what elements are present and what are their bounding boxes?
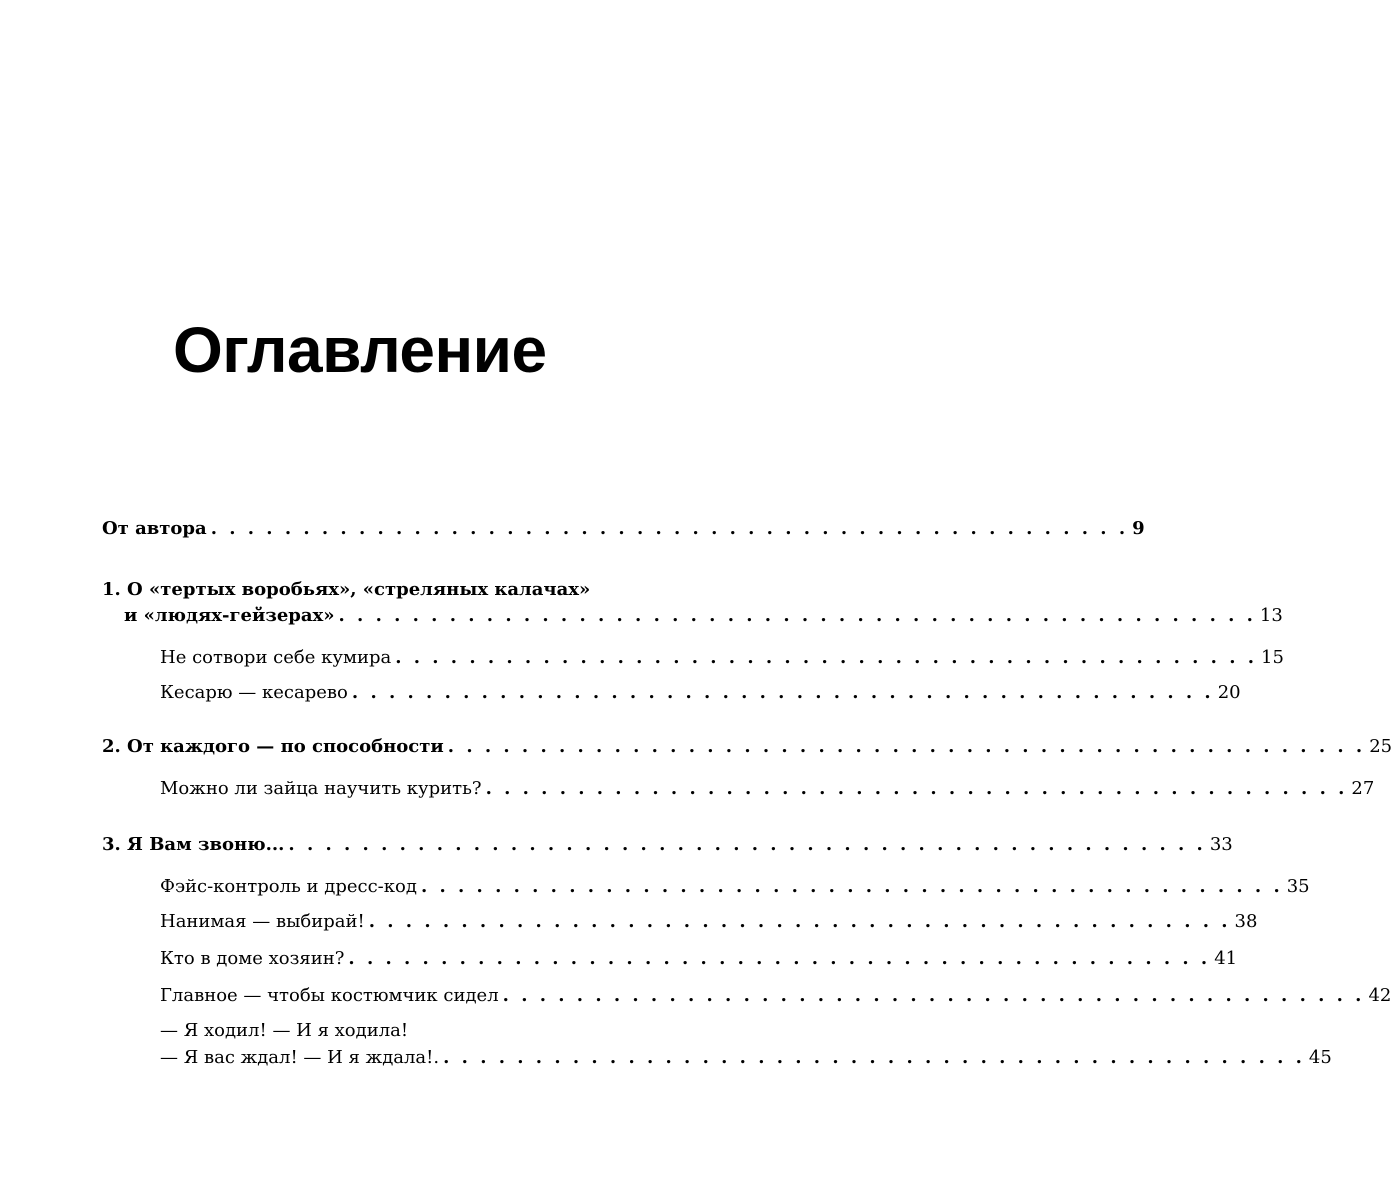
toc-entry-2-1[interactable]	[160, 777, 1375, 801]
toc-page-number: 33	[1209, 834, 1233, 855]
toc-page-number: 9	[1132, 518, 1145, 539]
toc-page-number: 35	[1286, 876, 1310, 897]
toc-entry-chapter-3[interactable]	[102, 833, 1233, 857]
dot-leader: . . . . . . . . . . . . . . . . . . . . . . . . . . . . . . . . . . . . . . . . . . . . . . .	[502, 985, 1365, 1006]
toc-entry-title-line1: — Я ходил! — И я ходила!	[160, 1020, 409, 1041]
dot-leader: . . . . . . . . . . . . . . . . . . . . . . . . . . . . . . . . . . . . . . . . . . . . . . .	[420, 876, 1283, 897]
toc-entry-3-3[interactable]	[160, 947, 1238, 971]
toc-page-number: 20	[1217, 682, 1241, 703]
toc-entry-3-1[interactable]	[160, 875, 1310, 899]
toc-entry-title: Фэйс-контроль и дресс-код	[160, 876, 417, 897]
toc-entry-title: Не сотвори себе кумира	[160, 647, 392, 668]
dot-leader: . . . . . . . . . . . . . . . . . . . . . . . . . . . . . . . . . . . . . . . . . . . . . . .	[368, 911, 1231, 932]
page-title: Оглавление	[173, 314, 547, 386]
toc-entry-title: 3. Я Вам звоню...	[102, 834, 285, 855]
toc-entry-title: Можно ли зайца научить курить?	[160, 778, 482, 799]
toc-entry-1-1[interactable]	[160, 646, 1284, 670]
toc-page-number: 38	[1234, 911, 1258, 932]
toc-entry-3-4[interactable]	[160, 984, 1392, 1008]
toc-page-number: 13	[1259, 605, 1283, 626]
dot-leader: . . . . . . . . . . . . . . . . . . . . . . . . . . . . . . . . . . . . . . . . . . . . . . .	[443, 1047, 1305, 1068]
toc-entry-chapter-2[interactable]	[102, 735, 1392, 759]
toc-entry-title: Нанимая — выбирай!	[160, 911, 365, 932]
dot-leader: . . . . . . . . . . . . . . . . . . . . . . . . . . . . . . . . . . . . . . . . . . . . . . . . . .	[210, 518, 1129, 539]
toc-entry-title: Кесарю — кесарево	[160, 682, 348, 703]
dot-leader: . . . . . . . . . . . . . . . . . . . . . . . . . . . . . . . . . . . . . . . . . . . . . . .	[485, 778, 1348, 799]
dot-leader: . . . . . . . . . . . . . . . . . . . . . . . . . . . . . . . . . . . . . . . . . . . . . . . . . .	[447, 736, 1366, 757]
toc-page-number: 41	[1214, 948, 1238, 969]
toc-entry-chapter-1[interactable]	[102, 578, 1283, 628]
toc-entry-1-2[interactable]	[160, 681, 1241, 705]
dot-leader: . . . . . . . . . . . . . . . . . . . . . . . . . . . . . . . . . . . . . . . . . . . . . . .	[351, 682, 1214, 703]
toc-page-number: 27	[1351, 778, 1375, 799]
toc-entry-3-2[interactable]	[160, 910, 1258, 934]
dot-leader: . . . . . . . . . . . . . . . . . . . . . . . . . . . . . . . . . . . . . . . . . . . . . . . . . .	[288, 834, 1206, 855]
toc-page-number: 45	[1308, 1047, 1332, 1068]
toc-entry-title-line2: и «людях-гейзерах»	[124, 605, 335, 626]
toc-entry-title: Главное — чтобы костюмчик сидел	[160, 985, 499, 1006]
toc-page-number: 25	[1369, 736, 1392, 757]
dot-leader: . . . . . . . . . . . . . . . . . . . . . . . . . . . . . . . . . . . . . . . . . . . . . . .	[395, 647, 1257, 668]
toc-entry-title: 2. От каждого — по способности	[102, 736, 444, 757]
toc-entry-title-line1: 1. О «тертых воробьях», «стреляных калачах»	[102, 579, 591, 600]
toc-entry-author[interactable]	[102, 517, 1145, 541]
toc-entry-3-5[interactable]	[160, 1019, 1332, 1070]
toc-page-number: 42	[1368, 985, 1392, 1006]
dot-leader: . . . . . . . . . . . . . . . . . . . . . . . . . . . . . . . . . . . . . . . . . . . . . . . . . .	[338, 605, 1256, 626]
toc-entry-title: От автора	[102, 518, 207, 539]
dot-leader: . . . . . . . . . . . . . . . . . . . . . . . . . . . . . . . . . . . . . . . . . . . . . . .	[348, 948, 1211, 969]
toc-page-number: 15	[1261, 647, 1284, 668]
toc-entry-title-line2: — Я вас ждал! — И я ждала!.	[160, 1047, 440, 1068]
toc-entry-title: Кто в доме хозяин?	[160, 948, 345, 969]
